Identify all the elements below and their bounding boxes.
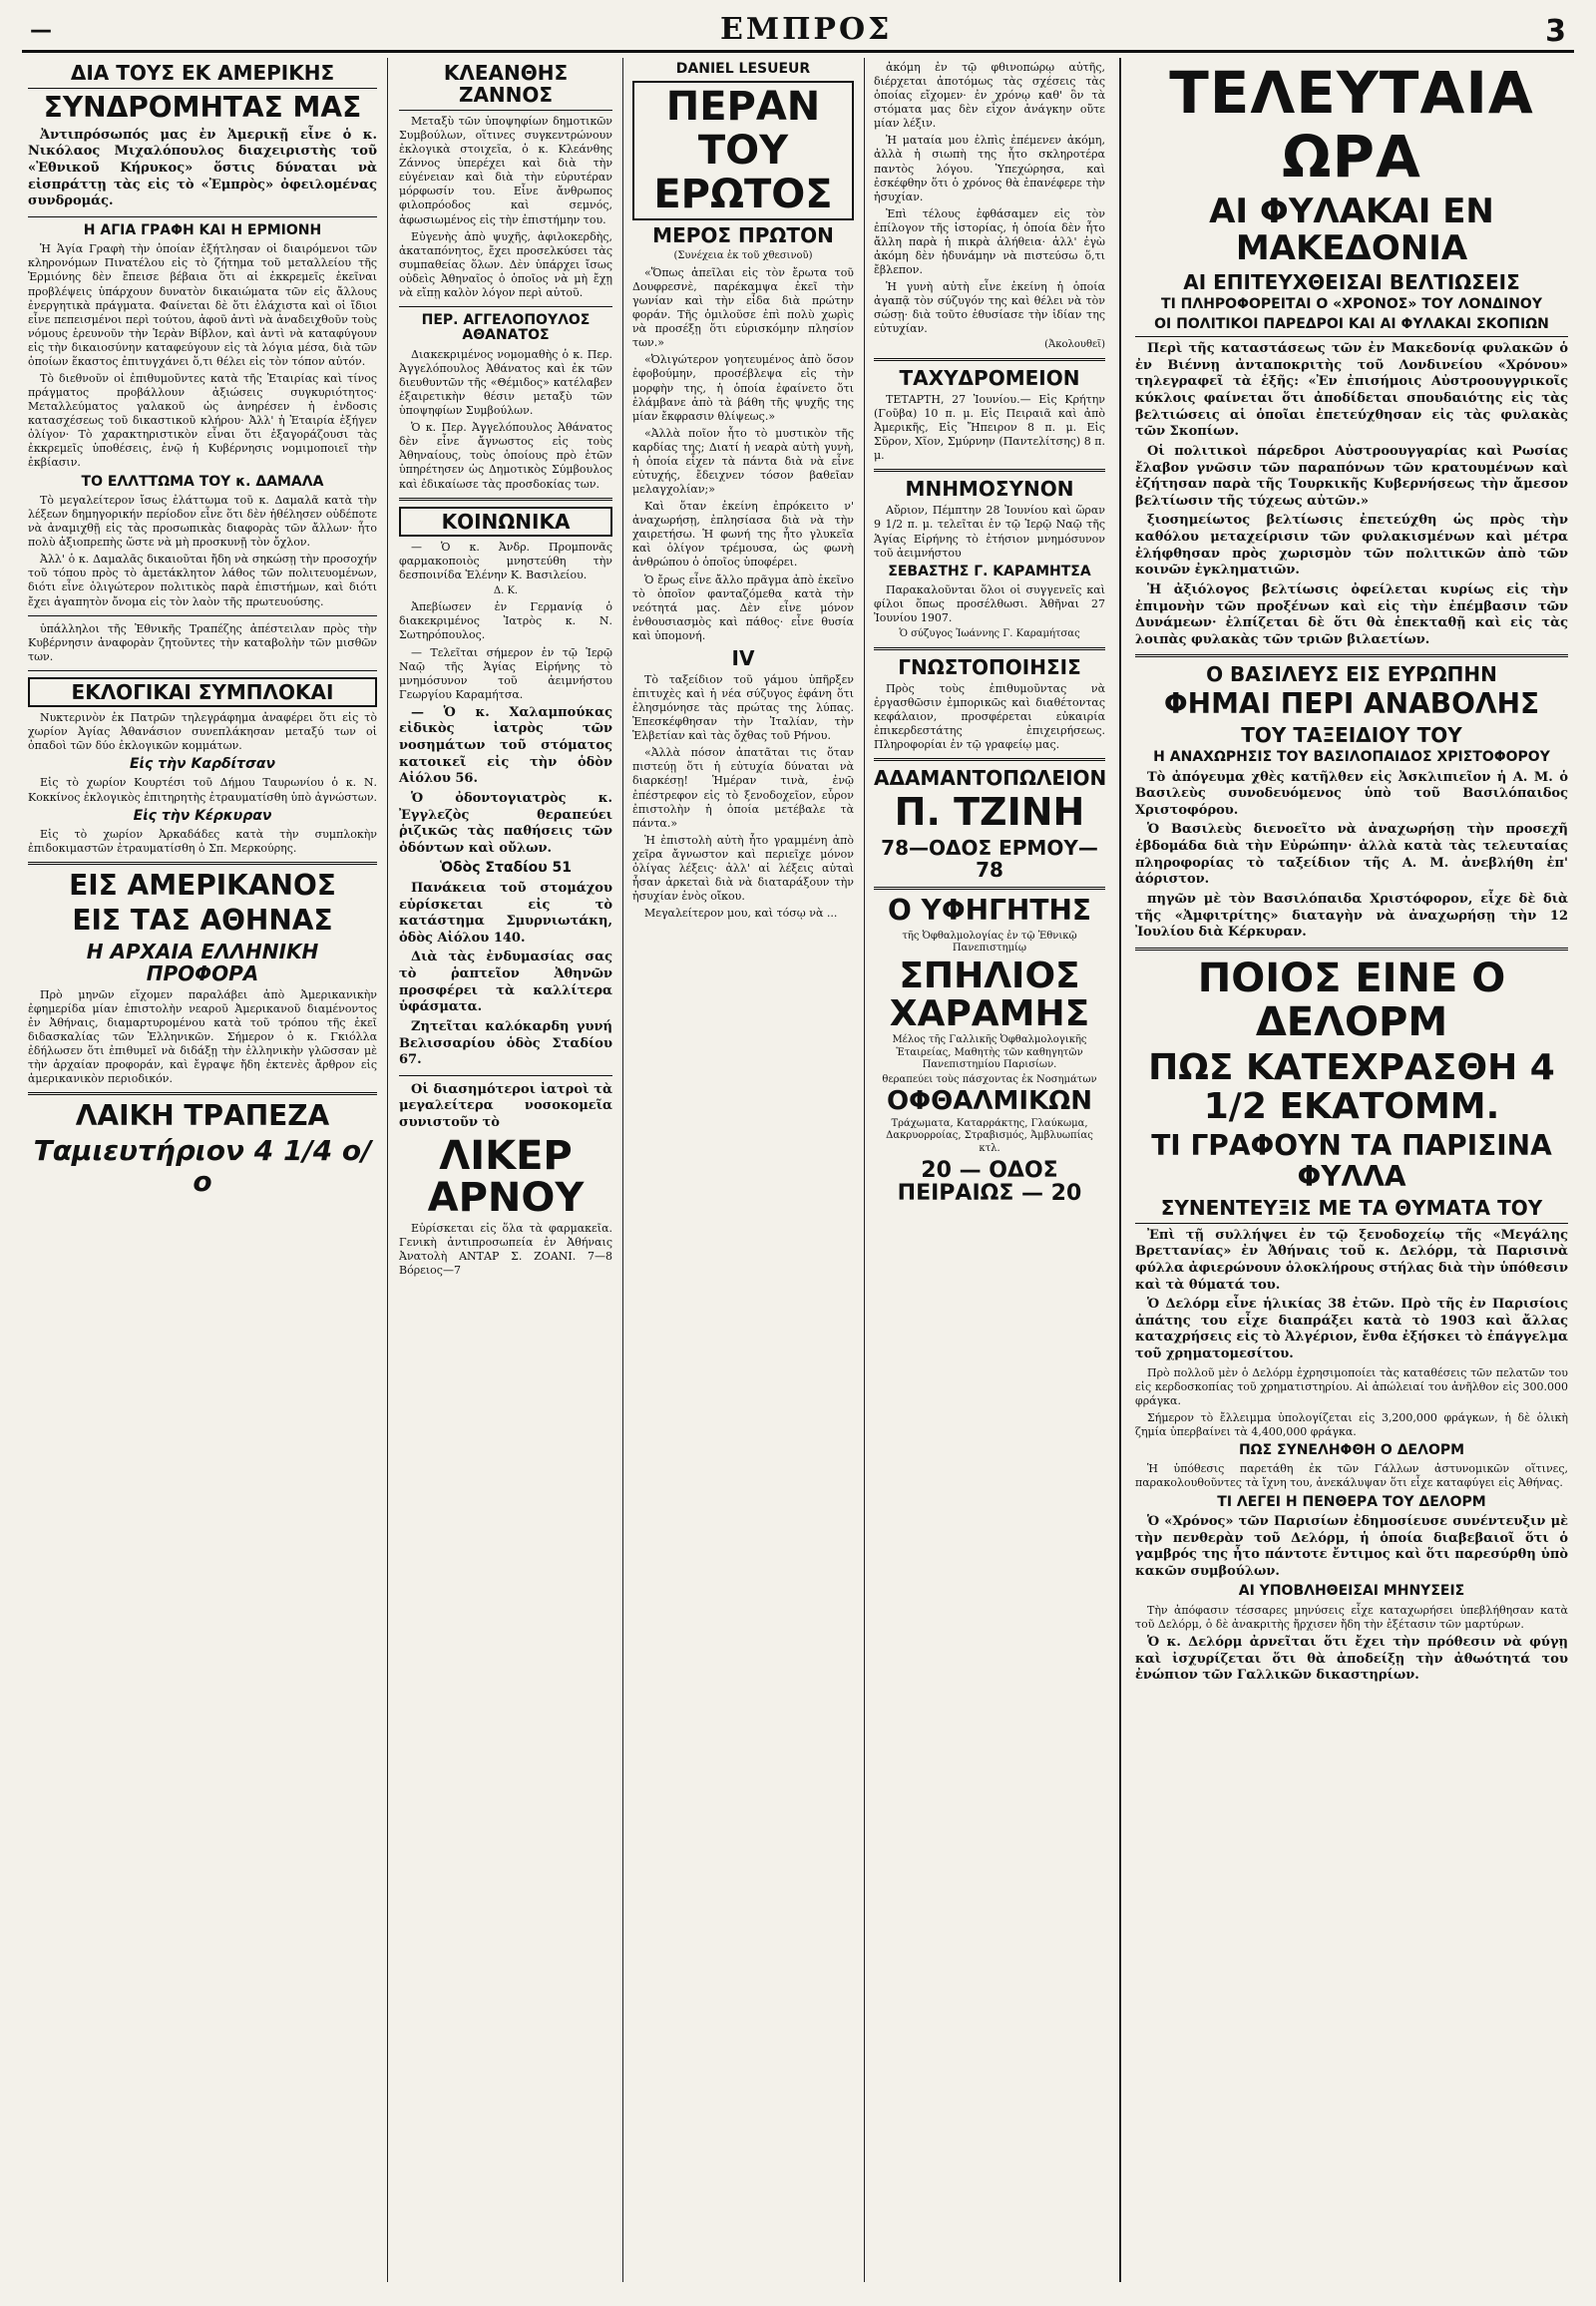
article-paragraph: Τὸ ταξείδιον τοῦ γάμου ὑπῆρξεν ἐπιτυχὲς καὶ ἡ νέα σύζυγος ἐφάνη ὅτι ἐλησμόνησε τὰς πρώτας της λύπας. Ἐπεσκέφθησαν τὴν Ἰταλίαν, τὴν Ἑλβετίαν καὶ τὰς ὄχθας τοῦ Ρήνου. bbox=[632, 672, 854, 743]
headline-social: ΚΟΙΝΩΝΙΚΑ bbox=[399, 507, 612, 537]
newspaper-page bbox=[22, 10, 1574, 2294]
ad-doctor-title: Ο ΥΦΗΓΗΤΗΣ bbox=[888, 894, 1091, 928]
headline-mother-in-law: ΤΙ ΛΕΓΕΙ Η ΠΕΝΘΕΡΑ ΤΟΥ ΔΕΛΟΡΜ bbox=[1217, 1493, 1486, 1510]
signature: Δ. Κ. bbox=[493, 584, 519, 596]
article-paragraph: Ὁ «Χρόνος» τῶν Παρισίων ἐδημοσίευσε συνέντευξιν μὲ τὴν πενθερὰν τοῦ Δελόρμ, ἡ ὁποία διαβεβαιοῖ ὅτι ὁ γαμβρός της ἦτο πάντοτε ἔντιμος καὶ ὅτι παρεσύρθη ὑπὸ κακῶν συμβούλων. bbox=[1135, 1513, 1568, 1579]
headline-times: ΤΙ ΠΛΗΡΟΦΟΡΕΙΤΑΙ Ο «ΧΡΟΝΟΣ» ΤΟΥ ΛΟΝΔΙΝΟΥ bbox=[1161, 296, 1542, 313]
address: Ὁδὸς Σταδίου 51 bbox=[439, 860, 573, 877]
article-paragraph: Σήμερον τὸ ἔλλειμμα ὑπολογίζεται εἰς 3,200,000 φράγκων, ἡ δὲ ὁλικὴ ζημία ὑπερβαίνει τὰ 4,400,000 φράγκα. bbox=[1135, 1410, 1568, 1438]
column-rule bbox=[622, 58, 623, 2282]
headline-american: ΕΙΣ ΑΜΕΡΙΚΑΝΟΣ bbox=[69, 869, 336, 903]
ad-doctor-name: ΣΠΗΛΙΟΣ ΧΑΡΑΜΗΣ bbox=[889, 955, 1090, 1034]
social-item: Ὁ ὀδοντογιατρὸς κ. Ἐγγλεζὸς θεραπεύει ῥιζικῶς τὰς παθήσεις τῶν ὀδόντων καὶ οὔλων. bbox=[399, 790, 612, 856]
article-paragraph: Ἡ ματαία μου ἐλπὶς ἐπέμενεν ἀκόμη, ἀλλὰ ἡ σιωπὴ της ἦτο σκληροτέρα παντὸς λόγου. Ὑπεχώρησα, καὶ ἐσκέφθην ὅτι ὁ χρόνος θὰ ἐπανέφερε τὴν ἡσυχίαν. bbox=[874, 134, 1105, 203]
headline-journey: ΤΟΥ ΤΑΞΕΙΔΙΟΥ ΤΟΥ bbox=[1241, 723, 1462, 748]
article-paragraph: «Ἀλλὰ ποῖον ἦτο τὸ μυστικὸν τῆς καρδίας της; Διατί ἡ νεαρὰ αὐτὴ γυνὴ, ἡ ὁποία εἶχεν τὰ πάντα διὰ νὰ εἶνε εὐτυχής, ἔδειχνεν τόσον βαθεῖαν μελαγχολίαν;» bbox=[632, 426, 854, 497]
subhead-kerkyra: Εἰς τὴν Κέρκυραν bbox=[133, 807, 272, 824]
headline-paris-papers: ΤΙ ΓΡΑΦΟΥΝ ΤΑ ΠΑΡΙΣΙΝΑ ΦΥΛΛΑ bbox=[1151, 1129, 1552, 1193]
headline-improvements: ΑΙ ΕΠΙΤΕΥΧΘΕΙΣΑΙ ΒΕΛΤΙΩΣΕΙΣ bbox=[1183, 270, 1520, 295]
headline-angelopoulos: ΠΕΡ. ΑΓΓΕΛΟΠΟΥΛΟΣ ΑΘΑΝΑΤΟΣ bbox=[421, 312, 591, 344]
article-paragraph: Εἰς τὸ χωρίον Κουρτέσι τοῦ Δήμου Ταυρωνίου ὁ κ. Ν. Κοκκίνος ἐκλογικὸς ἐπιτηρητὴς ἐτραυματίσθη ὑπὸ ἀγνώστων. bbox=[28, 776, 378, 804]
article-paragraph: Τὸ διεθνοῦν οἱ ἐπιθυμοῦντες κατὰ τῆς Ἑταιρίας καὶ τίνος πράγματος προβάλλουν ἀξιώσεις συγκυριότητος· Μεταλλεύματος γαλακοῦ ὡς ἀνηρέσεν ἡ ἐνδοσις κατασχέσεως τοῦ δικαστικοῦ κλήρου· Ἀλλ' ἡ Ἑταιρία ἐξήγεν ὀλίγον· Τὸ χαρακτηριστικὸν εἶναι ὅτι ἐξαγοράζουσι τὰς ἐκκρεμεῖς ὑποθέσεις, ἐνῷ ἡ Κυβέρνησις νομιμοποιεῖ τὴν ἐκβίασιν. bbox=[28, 372, 377, 470]
memorial-signature: Ὁ σύζυγος Ἰωάννης Γ. Καραμήτσας bbox=[899, 628, 1080, 640]
column-5 bbox=[1129, 58, 1574, 2282]
article-paragraph: ἀκόμη ἐν τῷ φθινοπώρῳ αὐτῆς, διέρχεται ἀποτόμως τὰς σχέσεις τὰς ὁποίας εἴχομεν· ἐν χρόνῳ καθ' ὃν τὰ στόματα μας δὲν εἶχον ἀνάγκην οὔτε μίαν λέξιν. bbox=[874, 61, 1105, 131]
headline-subscribers: ΣΥΝΔΡΟΜΗΤΑΣ ΜΑΣ bbox=[43, 91, 362, 124]
continued-note: (Ἀκολουθεῖ) bbox=[1044, 339, 1105, 351]
headline-post-office: ΤΑΧΥΔΡΟΜΕΙΟΝ bbox=[899, 365, 1080, 390]
article-paragraph: πηγῶν μὲ τὸν Βασιλόπαιδα Χριστόφορον, εἶχε δὲ διὰ τῆς «Ἀμφιτρίτης» διαταγὴν νὰ ἀναχωρήσῃ τὴν 12 Ἰουλίου διὰ Κέρκυραν. bbox=[1135, 891, 1568, 941]
ad-doctor-credentials: Μέλος τῆς Γαλλικῆς Ὀφθαλμολογικῆς Ἑταιρείας, Μαθητὴς τῶν καθηγητῶν Πανεπιστημίου Παρισίων. bbox=[892, 1034, 1087, 1071]
notice-representative: Ἀντιπρόσωπός μας ἐν Ἀμερικῇ εἶνε ὁ κ. Νικόλαος Μιχαλόπουλος διαχειριστὴς τοῦ «Ἐθνικοῦ Κήρυκος» ὅστις δύναται νὰ εἰσπράττῃ τὰς εἰς τὸ «Ἐμπρὸς» ὀφειλομένας συνδρομάς. bbox=[28, 127, 377, 209]
headline-memorial: ΜΝΗΜΟΣΥΝΟΝ bbox=[905, 477, 1074, 502]
ad-doctor-address: 20 — ΟΔΟΣ ΠΕΙΡΑΙΩΣ — 20 bbox=[897, 1158, 1082, 1207]
article-paragraph: «Ἀλλὰ πόσον ἀπατᾶται τις ὅταν πιστεύῃ ὅτι ἡ εὐτυχία δύναται νὰ διαρκέσῃ! Ἡμέραν τινὰ, ἐνῷ ἐπέστρεφον εἰς τὸ ξενοδοχεῖον, εὗρον ἐπιστολὴν ἡ ὁποία μετέβαλε τὰ πάντα.» bbox=[632, 746, 854, 830]
ad-liker-arnou: ΛΙΚΕΡ ΑΡΝΟΥ bbox=[427, 1132, 585, 1221]
column-2 bbox=[393, 58, 618, 2282]
ad-jeweler-address: 78—ΟΔΟΣ ΕΡΜΟΥ—78 bbox=[881, 836, 1098, 883]
article-paragraph: Ὁ κ. Δελόρμ ἀρνεῖται ὅτι ἔχει τὴν πρόθεσιν νὰ φύγῃ καὶ ἰσχυρίζεται ὅτι θὰ ἀποδείξῃ τὴν ἀθωότητά του ἐνώπιον τῶν Γαλλικῶν δικαστηρίων. bbox=[1135, 1635, 1568, 1684]
social-item: Ζητεῖται καλόκαρδη γυνή Βελισσαρίου ὁδὸς Σταδίου 67. bbox=[399, 1018, 612, 1068]
article-paragraph: Τὸ μεγαλείτερον ἴσως ἐλάττωμα τοῦ κ. Δαμαλᾶ κατὰ τὴν λέξεων δημηγορικήν περίοδον εἶνε ὅτι δὲν ἠθέλησεν οὐδέποτε νὰ ἀναμιχθῇ εἰς τὰς προσωπικὰς διαφορὰς τῶν ἄλλων· ἦτο πολὺ ἀξιοπρεπὴς ὥστε νὰ μὴ προσκυνῇ τὸν ὄχλον. bbox=[28, 493, 377, 550]
article-paragraph: Περὶ τῆς καταστάσεως τῶν ἐν Μακεδονίᾳ φυλακῶν ὁ ἐν Βιέννῃ ἀνταποκριτὴς τοῦ Λονδινείου «Χρόνου» τηλεγραφεῖ τὰ ἑξῆς: «Ἐν ἐπισήμοις Αὐστροουγγρικοῖς κύκλοις φαίνεται ὅτι ἀποδίδεται σπουδαιότης εἰς τὰς βελτιώσεις αἱ ὁποῖαι ἐπετεύχθησαν εἰς τὰς φυλακὰς τῶν Σκοπίων. bbox=[1135, 341, 1568, 440]
ad-doctor-specialty: ΟΦΘΑΛΜΙΚΩΝ bbox=[886, 1086, 1093, 1117]
headline-americas: ΔΙΑ ΤΟΥΣ ΕΚ ΑΜΕΡΙΚΗΣ bbox=[28, 62, 377, 89]
feuilleton-author: DANIEL LESUEUR bbox=[675, 61, 811, 77]
article-paragraph: Ὁ Βασιλεὺς διενοεῖτο νὰ ἀναχωρήσῃ τὴν προσεχῆ ἑβδομάδα διὰ τὴν Εὐρώπην· ἀλλὰ κατὰ τὰς τελευταίας πληροφορίας τὸ ταξείδιον τῆς Α. Μ. ἀνεβλήθη ἐπ' ἀόριστον. bbox=[1135, 822, 1568, 888]
ad-text: Οἱ διασημότεροι ἰατροὶ τὰ μεγαλείτερα νοσοκομεῖα συνιστοῦν τὸ bbox=[399, 1081, 612, 1130]
headline-pronunciation: Η ΑΡΧΑΙΑ ΕΛΛΗΝΙΚΗ ΠΡΟΦΟΡΑ bbox=[86, 939, 319, 985]
column-3 bbox=[626, 58, 860, 2282]
article-paragraph: Τὸ ἀπόγευμα χθὲς κατῆλθεν εἰς Ἀσκλιπιεῖον ἡ Α. Μ. ὁ Βασιλεὺς συνοδευόμενος ὑπὸ τοῦ Βασιλόπαιδος Χριστοφόρου. bbox=[1135, 769, 1568, 818]
feuilleton-title: ΠΕΡΑΝ ΤΟΥ ΕΡΩΤΟΣ bbox=[632, 81, 854, 220]
ad-jeweler-title: ΑΔΑΜΑΝΤΟΠΩΛΕΙΟΝ bbox=[874, 766, 1107, 791]
article-paragraph: Πρὸ μηνῶν εἴχομεν παραλάβει ἀπὸ Ἀμερικανικὴν ἐφημερίδα μίαν ἐπιστολὴν νεαροῦ Ἀμερικανοῦ διαμένοντος ἐν Ἀθήναις, διαμαρτυρομένου κατὰ τοῦ τρόπου τῆς ἐκεῖ διδασκαλίας τῶν Ἑλληνικῶν. Σήμερον ὁ κ. Γκιόλλα ἐδήλωσεν ὅτι ἐπιθυμεῖ νὰ διδάξῃ τὴν ἑλληνικὴν γλῶσσαν μὲ τὴν ἀρχαίαν προφοράν, καὶ ἔγραψε ἤδη ἐκτενὲς ἄρθρον εἰς ἀμερικανικὸν περιοδικόν. bbox=[28, 987, 377, 1086]
feuilleton-part: ΜΕΡΟΣ ΠΡΩΤΟΝ bbox=[652, 223, 834, 248]
headline-assessors: ΟΙ ΠΟΛΙΤΙΚΟΙ ΠΑΡΕΔΡΟΙ ΚΑΙ ΑΙ ΦΥΛΑΚΑΙ ΣΚΟΠΙΩΝ bbox=[1135, 317, 1568, 337]
article-paragraph: Ὁ ἔρως εἶνε ἄλλο πρᾶγμα ἀπὸ ἐκεῖνο τὸ ὁποῖον φανταζόμεθα κατὰ τὴν νεότητά μας. Δὲν εἶνε μόνον ἐνθουσιασμὸς καὶ πάθος· εἶνε θυσία καὶ ὑπομονή. bbox=[632, 573, 854, 642]
article-paragraph: ξιοσημείωτος βελτίωσις ἐπετεύχθη ὡς πρὸς τὴν καθόλου μεταχείρισιν τῶν φυλακισμένων καὶ μέτρα ἐλήφθησαν πρὸς χωρισμὸν τῶν πολιτικῶν ἀπὸ τῶν κοινῶν ἐγκληματιῶν. bbox=[1135, 513, 1568, 578]
sidehead-damalas: ΤΟ ΕΛΛΤΤΩΜΑ ΤΟΥ κ. ΔΑΜΑΛΑ bbox=[81, 473, 324, 490]
newspaper-title: ΕΜΠΡΟΣ bbox=[720, 12, 893, 47]
headline-prisons-macedonia: ΑΙ ΦΥΛΑΚΑΙ ΕΝ ΜΑΚΕΔΟΝΙΑ bbox=[1209, 191, 1494, 268]
article-paragraph: Ὁ κ. Περ. Ἀγγελόπουλος Ἀθάνατος δὲν εἶνε ἄγνωστος εἰς τοὺς Ἀθηναίους, τοὺς ὁποίους πρὸ ἐτῶν ὑπηρέτησεν ὡς Δημοτικὸς Σύμβουλος καὶ ἐδικαίωσε τὰς προσδοκίας των. bbox=[399, 421, 612, 491]
headline-zannos: ΚΛΕΑΝΘΗΣ ΖΑΝΝΟΣ bbox=[399, 62, 612, 111]
headline-to-athens: ΕΙΣ ΤΑΣ ΑΘΗΝΑΣ bbox=[72, 903, 333, 937]
headline-announcement: ΓΝΩΣΤΟΠΟΙΗΣΙΣ bbox=[898, 654, 1081, 679]
article-paragraph: Μεγαλείτερον μου, καὶ τόσῳ νὰ ... bbox=[644, 907, 838, 921]
article-paragraph: Καὶ ὅταν ἐκείνη ἐπρόκειτο ν' ἀναχωρήσῃ, ἐπλησίασα διὰ νὰ τὴν χαιρετήσω. Ἡ φωνή της ἦτο γλυκεῖα καὶ ὀλίγον τρέμουσα, ὡς φωνὴ ἀνθρώπου ὁ ὁποῖος ὑποφέρει. bbox=[632, 500, 854, 570]
article-paragraph: Ἡ γυνὴ αὐτὴ εἶνε ἐκείνη ἡ ὁποία ἀγαπᾷ τὸν σύζυγόν της καὶ θέλει νὰ τὸν σώσῃ· διὰ τοῦτο ἐθυσίασε τὴν ἰδίαν της εὐτυχίαν. bbox=[874, 280, 1105, 336]
ad-doctor-subtitle: τῆς Ὀφθαλμολογίας ἐν τῷ Ἐθνικῷ Πανεπιστημίῳ bbox=[902, 930, 1077, 955]
subhead-karditsa: Εἰς τὴν Καρδίτσαν bbox=[129, 756, 276, 773]
headline-complaints: ΑΙ ΥΠΟΒΛΗΘΕΙΣΑΙ ΜΗΝΥΣΕΙΣ bbox=[1238, 1583, 1465, 1600]
social-item: — Ὁ κ. Χαλαμπούκας εἰδικὸς ἰατρὸς τῶν νοσημάτων τοῦ στόματος κατοικεῖ εἰς τὴν ὁδὸν Αἰόλου 56. bbox=[399, 704, 612, 787]
chapter-number: IV bbox=[731, 645, 755, 670]
headline-last-hour: ΤΕΛΕΥΤΑΙΑ ΩΡΑ bbox=[1169, 59, 1534, 191]
article-paragraph: Πρὸς τοὺς ἐπιθυμοῦντας νὰ ἐργασθῶσιν ἐμπορικῶς καὶ διαθέτοντας κεφάλαιον, προσφέρεται εὐκαιρία ἐπικερδεστάτης ἐπιχειρήσεως. Πληροφορίαι ἐν τῷ γραφείῳ μας. bbox=[874, 681, 1105, 752]
article-paragraph: Ἐπὶ τέλους ἐφθάσαμεν εἰς τὸν ἐπίλογον τῆς ἱστορίας, ἡ ὁποία δὲν ἦτο ἄλλη παρὰ ἡ πικρὰ ἀλήθεια· ἀλλ' ἐγὼ ἀκόμη δὲν ἠδυνάμην νὰ πιστεύσω ὅ,τι ἔβλεπον. bbox=[874, 206, 1105, 277]
article-paragraph: Ἡ ὑπόθεσις παρετάθη ἐκ τῶν Γάλλων ἀστυνομικῶν οἵτινες, παρακολουθοῦντες τὰ ἴχνη του, ἀνεκάλυψαν ὅτι εἶχε καταφύγει εἰς Ἀθήνας. bbox=[1135, 1462, 1568, 1490]
ad-jeweler-name: Π. ΤΖΙΝΗ bbox=[894, 790, 1085, 835]
headline-rumors: ΦΗΜΑΙ ΠΕΡΙ ΑΝΑΒΟΛΗΣ bbox=[1163, 687, 1540, 721]
ad-doctor-treats: θεραπεύει τοὺς πάσχοντας ἐκ Νοσημάτων bbox=[882, 1073, 1097, 1085]
article-paragraph: Παρακαλοῦνται ὅλοι οἱ συγγενεῖς καὶ φίλοι ὅπως προσέλθωσι. Ἀθῆναι 27 Ἰουνίου 1907. bbox=[874, 583, 1105, 625]
article-paragraph: «Ὅπως ἀπεῖλαι εἰς τὸν ἔρωτα τοῦ Δουφρεσνὲ, παρέκαμψα ἐκεῖ τὴν γωνίαν καὶ τὴν εἶδα διὰ πρώτην φοράν. Τῆς ὁμιλοῦσε ἐπὶ πολὺ χωρὶς νὰ προσέξῃ ὅτι εὑρισκόμην πλησίον των.» bbox=[632, 265, 854, 350]
memorial-name: ΣΕΒΑΣΤΗΣ Γ. ΚΑΡΑΜΗΤΣΑ bbox=[888, 563, 1091, 579]
column-rule bbox=[387, 58, 388, 2282]
page-number: 3 bbox=[1545, 14, 1566, 49]
article-paragraph: ὑπάλληλοι τῆς Ἐθνικῆς Τραπέζης ἀπέστειλαν πρὸς τὴν Κυβέρνησιν ἀναφορὰν ζητοῦντες τὴν καταβολὴν τῶν μισθῶν των. bbox=[28, 621, 377, 663]
article-paragraph: Ὁ Δελόρμ εἶνε ἡλικίας 38 ἐτῶν. Πρὸ τῆς ἐν Παρισίοις ἀπάτης του εἶχε διαπράξει κατὰ τὸ 1903 καὶ ἄλλας καταχρήσεις εἰς τὸ Ἀλγέριον, ἔνθα ἐξήσκει τὸ ἐπάγγελμα τοῦ χρηματομεσίτου. bbox=[1135, 1297, 1568, 1361]
article-paragraph: Αὔριον, Πέμπτην 28 Ἰουνίου καὶ ὥραν 9 1/2 π. μ. τελεῖται ἐν τῷ Ἱερῷ Ναῷ τῆς Ἁγίας Εἰρήνης τὸ ἐτήσιον μνημόσυνον τοῦ ἀειμνήστου bbox=[874, 504, 1105, 560]
column-rule bbox=[864, 58, 865, 2282]
article-paragraph: Ἀλλ' ὁ κ. Δαμαλᾶς δικαιοῦται ἤδη νὰ σηκώσῃ τὴν προσοχήν τοῦ τόπου πρὸς τὸ ἀμετάκλητον λάθος τῶν πολιτευομένων, διότι εἶνε ὀλιγώτερον πολιτικὸς παρὰ ἐπιστήμων, καὶ διότι ἔχει ἀγαπητὸν ὄνομα εἰς τὸν λαὸν τῆς πρωτευούσης. bbox=[28, 553, 377, 608]
ad-doctor-conditions: Τράχωματα, Καταρράκτης, Γλαύκωμα, Δακρυορροίας, Στραβισμός, Ἀμβλυωπίας κτλ. bbox=[886, 1117, 1093, 1154]
headline-electoral-clashes: ΕΚΛΟΓΙΚΑΙ ΣΥΜΠΛΟΚΑΙ bbox=[28, 677, 377, 707]
article-paragraph: Ἡ ἀξιόλογος βελτίωσις ὀφείλεται κυρίως εἰς τὴν ἐπιμονὴν τῶν προξένων καὶ εἰς τὴν ἐπέμβασιν τῶν Δυνάμεων· ἐλπίζεται δὲ ὅτι θὰ ἐπεκταθῇ καὶ εἰς τὰς λοιπὰς φυλακὰς τῶν τριῶν βιλαετίων. bbox=[1135, 581, 1568, 647]
masthead bbox=[22, 10, 1574, 53]
column-4 bbox=[868, 58, 1111, 2282]
headline-prince-departure: Η ΑΝΑΧΩΡΗΣΙΣ ΤΟΥ ΒΑΣΙΛΟΠΑΙΔΟΣ ΧΡΙΣΤΟΦΟΡΟΥ bbox=[1153, 749, 1550, 766]
social-item: — Ὁ κ. Ἀνδρ. Προμπονᾶς φαρμακοποιὸς μνηστεύθη τὴν δεσποινίδα Ἑλένην Κ. Βασιλείου. bbox=[399, 540, 612, 581]
social-item: Πανάκεια τοῦ στομάχου εὑρίσκεται εἰς τὸ κατάστημα Σμυρνιωτάκη, ὁδὸς Αἰόλου 140. bbox=[399, 880, 612, 946]
article-paragraph: Ἡ Ἁγία Γραφὴ τὴν ὁποίαν ἐξήτλησαν οἱ διαιρόμενοι τῶν κληρονόμων Πινατέλου εἰς τὸ ζήτημα τοῦ μεταλλείου τῆς Ἑρμιόνης δὲν ἔπεισε βέβαια ὅτι αἱ ἐκκρεμεῖς ἐκεῖναι προβλέψεις ὑπάρχουν δυνατὸν δικαιώματα τῶν εἰς ἄλλους ἐνεργητικὰ πράγματα. Φαίνεται δὲ ὅτι ἐλάχιστα καὶ οἱ ἴδιοι εἶνε πεπεισμένοι περὶ τούτου, ἀφοῦ ἀντὶ νὰ ἀναδειχθοῦν τοὺς νόμους ἐρευνοῦν τὴν Ἱερὰν Βίβλον, καὶ ἀντὶ νὰ καταφύγουν εἰς τὴν δικαιοσύνην καταφεύγουν εἰς τὰ λόγια μέσα, διὰ τῶν ὁποίων ἕκαστος ἐπιτυγχάνει ὅ,τι θέλει εἰς τὸν τόπον αὐτόν. bbox=[28, 242, 377, 368]
continuation-note: (Συνέχεια ἐκ τοῦ χθεσινοῦ) bbox=[673, 250, 813, 262]
ad-text: Εὑρίσκεται εἰς ὅλα τὰ φαρμακεῖα. Γενικὴ ἀντιπροσωπεία ἐν Ἀθήναις Ἀνατολὴ ΑΝΤΑΡ Σ. ΖΟΑΝΙ. 7—8 Βόρειος—7 bbox=[399, 1221, 612, 1277]
column-1 bbox=[22, 58, 383, 2282]
social-item: Διὰ τὰς ἐνδυμασίας σας τὸ ῥαπτεῖον Ἀθηνῶν προσφέρει τὰ καλλίτερα ὑφάσματα. bbox=[399, 950, 612, 1015]
headline-who-is-delorme: ΠΟΙΟΣ ΕΙΝΕ Ο ΔΕΛΟΡΜ bbox=[1197, 955, 1506, 1045]
article-paragraph: Εἰς τὸ χωρίον Ἀρκαδάδες κατὰ τὴν συμπλοκὴν ἐπιδοκιμαστῶν ἐτραυματίσθη ὁ Σπ. Μερκούρης. bbox=[28, 827, 377, 856]
article-paragraph: Διακεκριμένος νομομαθὴς ὁ κ. Περ. Ἀγγελόπουλος Ἀθάνατος καὶ ἐκ τῶν διευθυντῶν τῆς «Θέμιδος» κατέλαβεν ἐξαιρετικὴν θέσιν μεταξὺ τῶν ὑποψηφίων Συμβούλων. bbox=[399, 347, 612, 418]
article-paragraph: ΤΕΤΑΡΤΗ, 27 Ἰουνίου.— Εἰς Κρήτην (Γοῦβα) 10 π. μ. Εἰς Πειραιᾶ καὶ ἀπὸ Ἀμερικῆς, Εἰς Ἤπειρον 8 π. μ. Εἰς Σῦρον, Χῖον, Σμύρνην (Παντελίτσης) 8 π. μ. bbox=[874, 392, 1105, 463]
social-item: — Τελεῖται σήμερον ἐν τῷ Ἱερῷ Ναῷ τῆς Ἁγίας Εἰρήνης τὸ μνημόσυνον τοῦ ἀειμνήστου Γεωργίου Καραμήτσα. bbox=[399, 645, 612, 701]
headline-embezzlement: ΠΩΣ ΚΑΤΕΧΡΑΣΘΗ 4 1/2 ΕΚΑΤΟΜΜ. bbox=[1148, 1046, 1555, 1128]
article-paragraph: Πρὸ πολλοῦ μὲν ὁ Δελόρμ ἐχρησιμοποίει τὰς καταθέσεις τῶν πελατῶν του εἰς κερδοσκοπίας τοῦ χρηματιστηρίου. Αἱ ἀπώλειαί του ἀνῆλθον εἰς 300.000 φράγκα. bbox=[1135, 1365, 1568, 1407]
article-paragraph: Τὴν ἀπόφασιν τέσσαρες μηνύσεις εἶχε καταχωρήσει ὑπεβλήθησαν κατὰ τοῦ Δελόρμ, ὁ δὲ ἀνακριτὴς ἤρχισεν ἤδη τὴν ἐξέτασιν τῶν μαρτύρων. bbox=[1135, 1603, 1568, 1631]
ad-bank-title: ΛΑΙΚΗ ΤΡΑΠΕΖΑ bbox=[75, 1099, 330, 1133]
ad-bank-rate: Ταμιευτήριον 4 1/4 ο/ο bbox=[33, 1134, 372, 1198]
article-paragraph: «Ὀλιγώτερον γοητευμένος ἀπὸ ὅσον ἐφοβούμην, προσέβλεψα εἰς τὴν μορφὴν της, ἡ ὁποία ἐφαίνετο ὅτι ἐλάμβανε ἀπὸ τὰ βάθη τῆς ψυχῆς της μίαν ἔκφρασιν θλίψεως.» bbox=[632, 353, 854, 423]
headline-interview-victims: ΣΥΝΕΝΤΕΥΞΙΣ ΜΕ ΤΑ ΘΥΜΑΤΑ ΤΟΥ bbox=[1135, 1197, 1568, 1224]
article-paragraph: Ἐπὶ τῇ συλλήψει ἐν τῷ ξενοδοχείῳ τῆς «Μεγάλης Βρεττανίας» ἐν Ἀθήναις τοῦ κ. Δελόρμ, τὰ Παρισινὰ φύλλα ἀφιερώνουν ὁλοκλήρους στήλας διὰ τὴν ὑπόθεσιν καὶ τὰ θύματά του. bbox=[1135, 1227, 1568, 1293]
article-paragraph: Ἡ ἐπιστολὴ αὐτὴ ἦτο γραμμένη ἀπὸ χεῖρα ἄγνωστον καὶ περιεῖχε μόνον ὀλίγας λέξεις· ἀλλ' αἱ λέξεις αὐταὶ ἦσαν ἀρκεταὶ διὰ νὰ διαταράξουν τὴν ἡσυχίαν ἑνὸς οἴκου. bbox=[632, 833, 854, 904]
sidehead-holy-scripture: Η ΑΓΙΑ ΓΡΑΦΗ ΚΑΙ Η ΕΡΜΙΟΝΗ bbox=[83, 221, 322, 238]
article-paragraph: Οἱ πολιτικοὶ πάρεδροι Αὐστροουγγαρίας καὶ Ρωσίας ἔλαβον γνῶσιν τῶν παραπόνων τῶν κρατουμένων καὶ ἐζήτησαν παρὰ τῆς Τουρκικῆς Κυβερνήσεως τὴν ἄμεσον βελτίωσιν τῆς τύχεως αὐτῶν.» bbox=[1135, 443, 1568, 509]
article-paragraph: Νυκτερινὸν ἐκ Πατρῶν τηλεγράφημα ἀναφέρει ὅτι εἰς τὸ χωρίον Ἀγίας Ἀθανάσιον συνεπλάκησαν μεταξύ των οἱ ὀπαδοὶ τῶν δύο ἐκλογικῶν κομμάτων. bbox=[28, 710, 377, 752]
headline-arrest: ΠΩΣ ΣΥΝΕΛΗΦΘΗ Ο ΔΕΛΟΡΜ bbox=[1238, 1442, 1465, 1459]
masthead-mark: — bbox=[30, 18, 52, 43]
social-item: Ἀπεβίωσεν ἐν Γερμανίᾳ ὁ διακεκριμένος Ἰατρὸς κ. Ν. Σωτηρόπουλος. bbox=[399, 600, 612, 642]
column-rule bbox=[1119, 58, 1121, 2282]
headline-king-europe: Ο ΒΑΣΙΛΕΥΣ ΕΙΣ ΕΥΡΩΠΗΝ bbox=[1206, 662, 1497, 687]
article-paragraph: Μεταξὺ τῶν ὑποψηφίων δημοτικῶν Συμβούλων, οἵτινες συγκεντρώνουν ἐκλογικὰ στοιχεῖα, ὁ κ. Κλεάνθης Ζάννος ὑπερέχει καὶ διὰ τὴν εὐγένειαν καὶ διὰ τὴν εὐρυτέραν μόρφωσίν του. Εἶνε ἄνθρωπος φιλοπρόοδος καὶ σεμνός, ἀφωσιωμένος εἰς τὴν ἐπιστήμην του. bbox=[399, 115, 612, 226]
article-paragraph: Εὐγενὴς ἀπὸ ψυχῆς, ἀφιλοκερδὴς, ἀκαταπόνητος, ἔχει προσελκύσει τὰς συμπαθείας ὅλων. Δὲν ὑπάρχει ἴσως οὐδεὶς Ἀθηναῖος ὁ ὁποῖος νὰ μὴ ἔχῃ νὰ εἴπῃ καλὸν λόγον περὶ αὐτοῦ. bbox=[399, 229, 612, 299]
